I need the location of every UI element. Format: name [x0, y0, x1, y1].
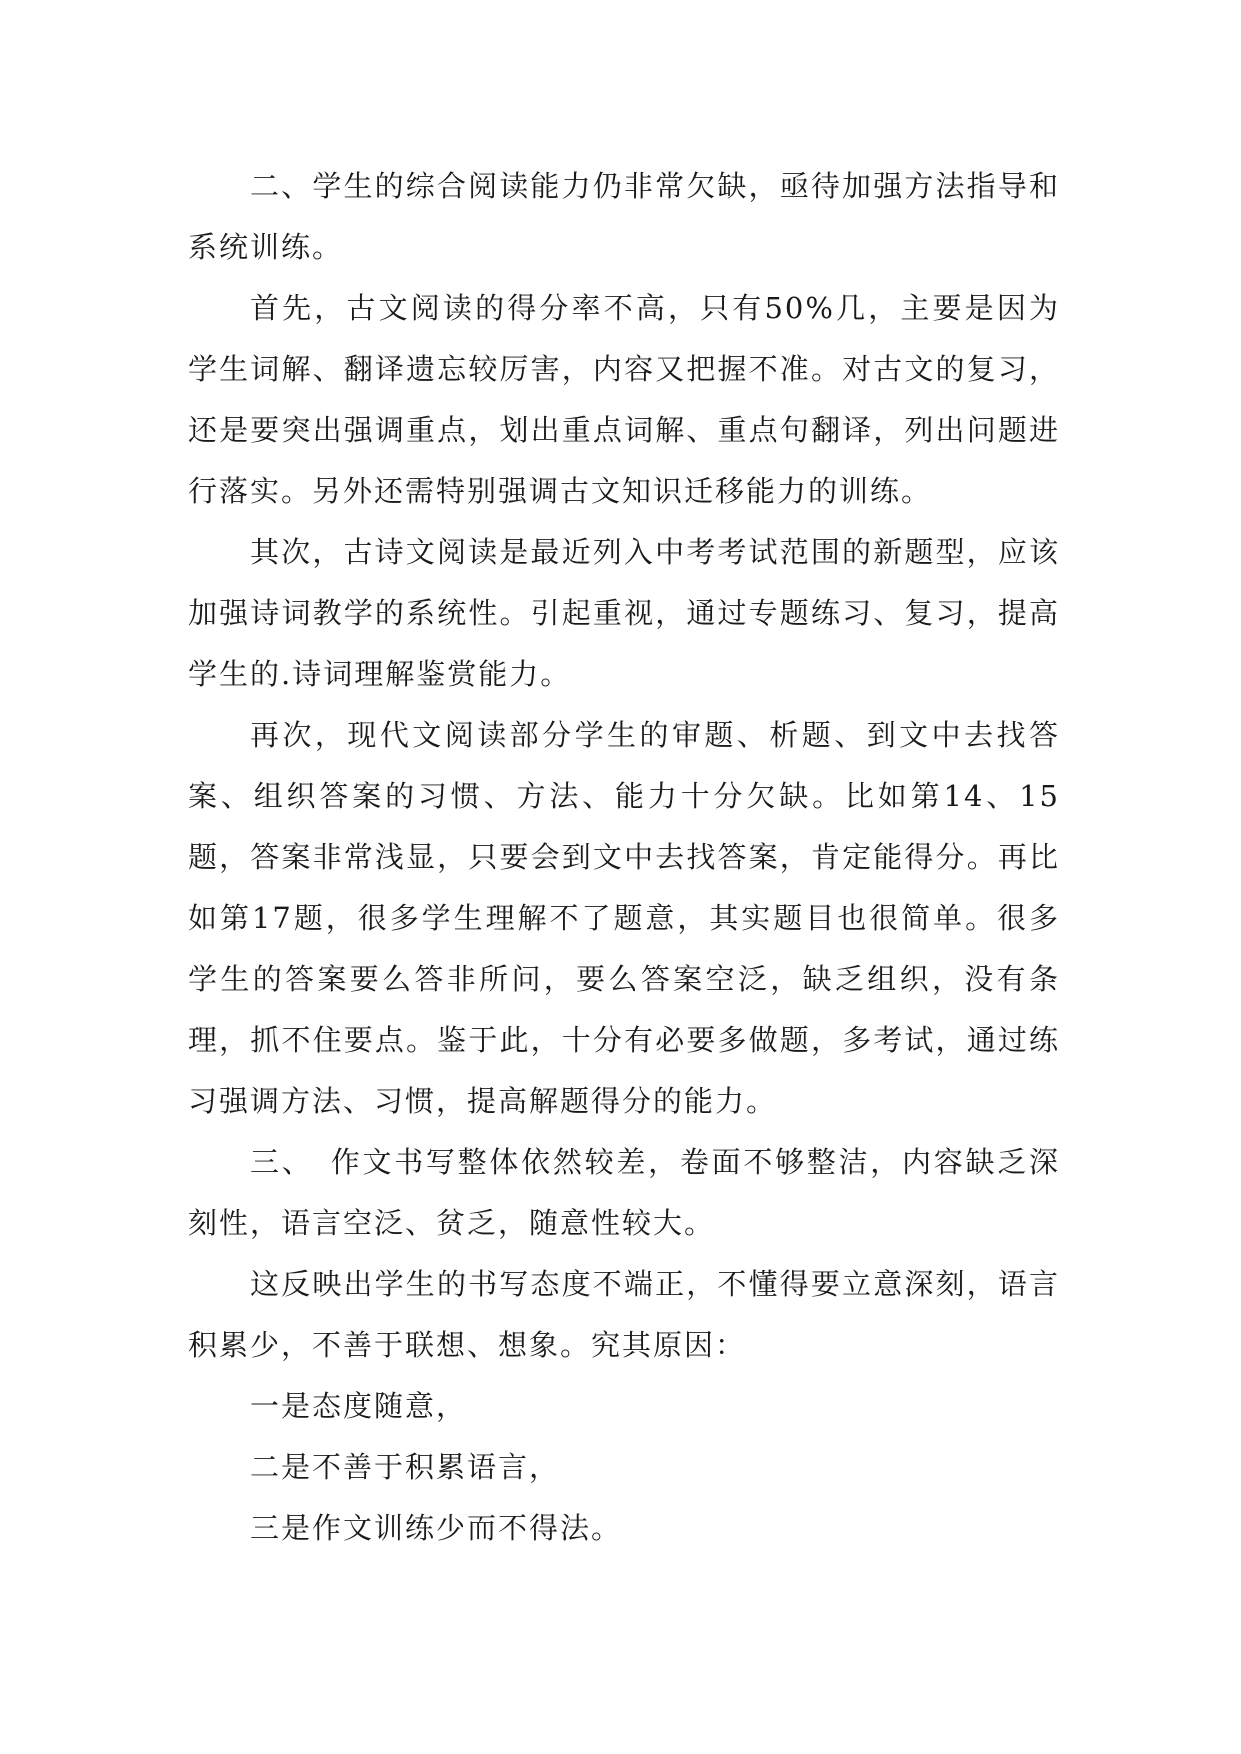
paragraph-classical-reading: 首先，古文阅读的得分率不高，只有50%几，主要是因为学生词解、翻译遗忘较厉害，内容又把握不准。对古文的复习，还是要突出强调重点，划出重点词解、重点句翻译，列出问题进行落实。另外还需特别强调古文知识迁移能力的训练。	[188, 291, 1060, 508]
document-body	[188, 156, 1060, 1559]
paragraph-section-three-heading: 三、 作文书写整体依然较差，卷面不够整洁，内容缺乏深刻性，语言空泛、贫乏，随意性较大。	[188, 1145, 1060, 1240]
list-item-reason-two: 二是不善于积累语言，	[250, 1450, 561, 1484]
list-item-reason-three: 三是作文训练少而不得法。	[250, 1511, 623, 1545]
paragraph-section-two-heading: 二、学生的综合阅读能力仍非常欠缺，亟待加强方法指导和系统训练。	[188, 169, 1060, 264]
list-item-reason-one: 一是态度随意，	[250, 1389, 468, 1423]
paragraph-writing-attitude: 这反映出学生的书写态度不端正，不懂得要立意深刻，语言积累少，不善于联想、想象。究其原因：	[188, 1267, 1060, 1362]
paragraph-ancient-poetry: 其次，古诗文阅读是最近列入中考考试范围的新题型，应该加强诗词教学的系统性。引起重视，通过专题练习、复习，提高学生的.诗词理解鉴赏能力。	[188, 535, 1060, 691]
paragraph-modern-reading: 再次，现代文阅读部分学生的审题、析题、到文中去找答案、组织答案的习惯、方法、能力十分欠缺。比如第14、15题，答案非常浅显，只要会到文中去找答案，肯定能得分。再比如第17题，很多学生理解不了题意，其实题目也很简单。很多学生的答案要么答非所问，要么答案空泛，缺乏组织，没有条理，抓不住要点。鉴于此，十分有必要多做题，多考试，通过练习强调方法、习惯，提高解题得分的能力。	[188, 718, 1060, 1118]
